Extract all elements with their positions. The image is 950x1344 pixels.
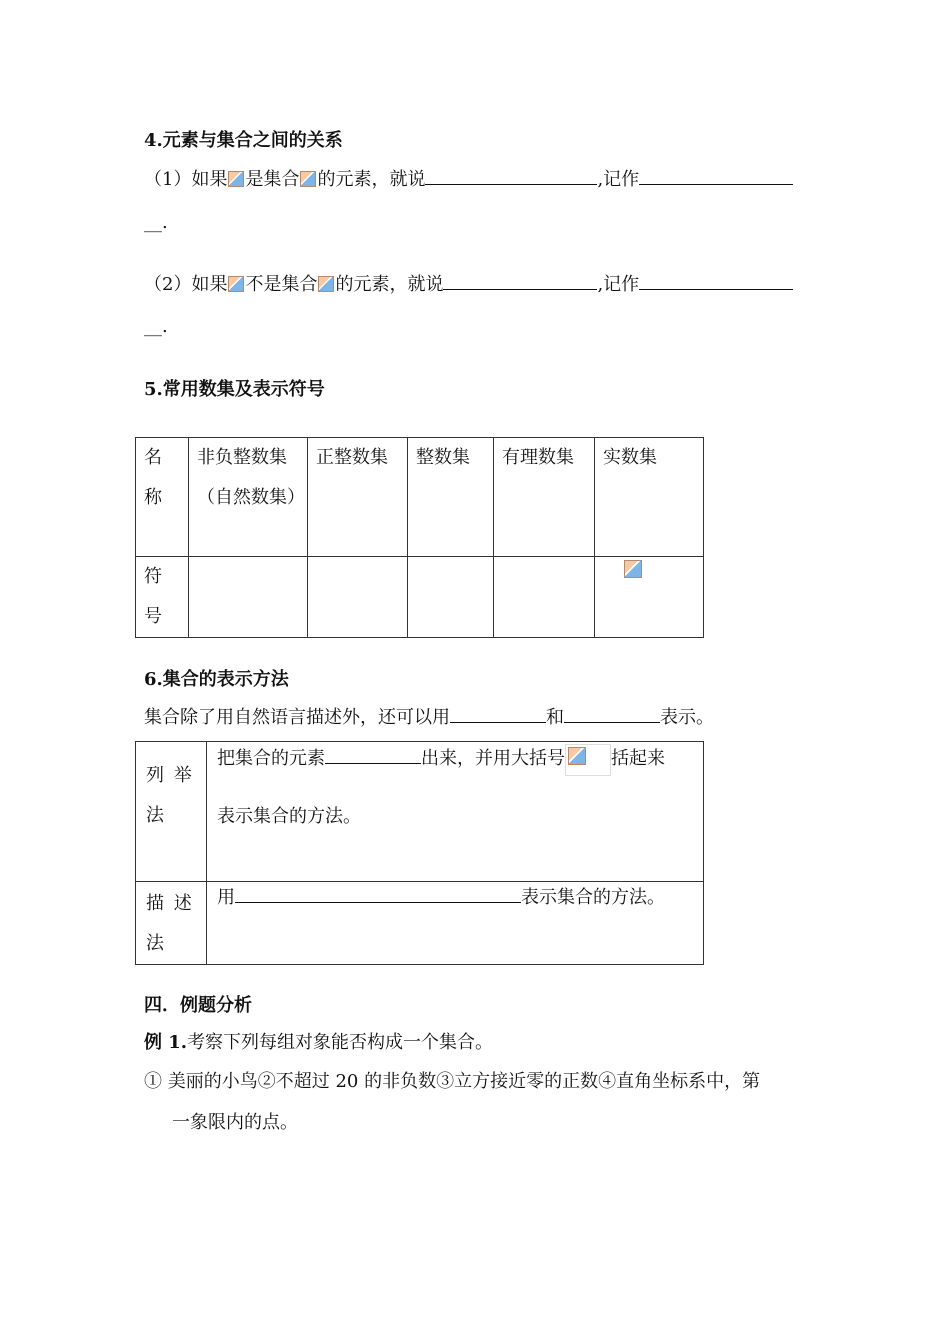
section-4-title: 4.元素与集合之间的关系 <box>144 130 343 151</box>
image-placeholder-icon <box>624 560 642 578</box>
table-header-cell: 实数集 <box>595 438 704 557</box>
item-1-text-c: 的元素，就说 <box>317 169 426 190</box>
blank-line[interactable] <box>450 704 546 723</box>
row1-text-b: 出来，并用大括号 <box>421 748 565 769</box>
symbol-cell[interactable] <box>308 557 408 638</box>
row1-text-d: 表示集合的方法。 <box>217 806 361 827</box>
section-6-title: 6.集合的表示方法 <box>144 669 289 690</box>
item-2-end: __. <box>144 316 168 337</box>
item-2-text-d: ,记作 <box>597 274 640 295</box>
intro-text-b: 和 <box>546 707 564 728</box>
intro-text-a: 集合除了用自然语言描述外，还可以用 <box>144 707 450 728</box>
blank-line[interactable] <box>639 166 793 185</box>
intro-text-c: 表示。 <box>660 707 714 728</box>
item-1-text-d: ,记作 <box>597 169 640 190</box>
example-list-line-1: ① 美丽的小鸟②不超过 20 的非负数③立方接近零的正数④直角坐标系中，第 <box>144 1071 761 1092</box>
table-header-cell: 正整数集 <box>308 438 408 557</box>
symbol-cell[interactable] <box>408 557 494 638</box>
brace-image-box <box>565 744 611 776</box>
item-1-line <box>144 165 793 191</box>
blank-line[interactable] <box>425 166 597 185</box>
method-label-cell: 列 举 法 <box>136 742 207 882</box>
blank-line[interactable] <box>325 745 421 764</box>
blank-line[interactable] <box>443 271 597 290</box>
image-placeholder-icon <box>228 171 244 187</box>
section-5-title: 5.常用数集及表示符号 <box>144 379 325 400</box>
example-1-text: 考察下列每组对象能否构成一个集合。 <box>187 1032 494 1053</box>
blank-line[interactable] <box>639 271 793 290</box>
item-2-line <box>144 270 793 296</box>
image-placeholder-icon <box>228 276 244 292</box>
image-placeholder-icon <box>318 276 334 292</box>
table-header-cell: 有理数集 <box>494 438 595 557</box>
symbol-cell[interactable] <box>595 557 704 638</box>
section-examples-title: 四．例题分析 <box>144 995 252 1016</box>
blank-line[interactable] <box>235 884 521 903</box>
table-header-cell: 名称 <box>136 438 189 557</box>
item-2-text-b: 不是集合 <box>245 274 318 295</box>
item-1-end: __. <box>144 212 168 233</box>
symbol-row-label: 符号 <box>136 557 189 638</box>
item-2-text-a: （2）如果 <box>144 274 228 295</box>
item-1-text-a: （1）如果 <box>144 169 228 190</box>
table-header-cell: 整数集 <box>408 438 494 557</box>
example-1-line <box>144 1028 493 1054</box>
row2-text-a: 用 <box>217 887 235 908</box>
table-header-cell: 非负整数集（自然数集） <box>189 438 308 557</box>
example-1-label: 例 1. <box>144 1032 188 1053</box>
row1-text-c: 括起来 <box>611 748 665 769</box>
item-1-text-b: 是集合 <box>245 169 300 190</box>
example-list-line-2: 一象限内的点。 <box>172 1112 298 1133</box>
item-2-text-c: 的元素，就说 <box>335 274 444 295</box>
number-sets-table <box>135 437 704 638</box>
section-6-intro <box>144 703 714 729</box>
row2-text-b: 表示集合的方法。 <box>521 887 665 908</box>
blank-line[interactable] <box>564 704 660 723</box>
row1-text-a: 把集合的元素 <box>217 748 325 769</box>
method-desc-cell <box>207 882 704 965</box>
method-desc-cell <box>207 742 704 882</box>
method-label-cell: 描 述 法 <box>136 882 207 965</box>
representation-methods-table <box>135 741 704 965</box>
symbol-cell[interactable] <box>494 557 595 638</box>
symbol-cell[interactable] <box>189 557 308 638</box>
image-placeholder-icon <box>568 747 586 765</box>
image-placeholder-icon <box>300 171 316 187</box>
